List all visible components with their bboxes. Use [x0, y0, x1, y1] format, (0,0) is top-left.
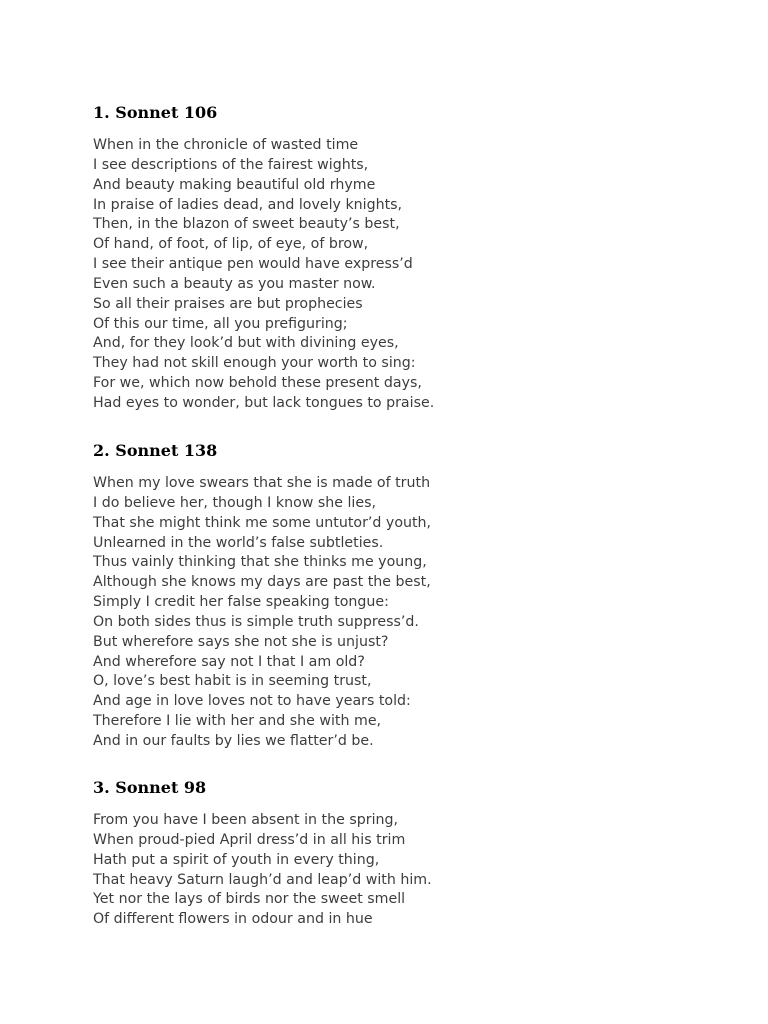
poem-line: Even such a beauty as you master now. — [93, 275, 376, 292]
poem-line: And in our faults by lies we flatter’d be. — [93, 732, 374, 749]
poem-line: That she might think me some untutor’d youth, — [93, 514, 432, 531]
poem-line: Yet nor the lays of birds nor the sweet smell — [93, 891, 406, 908]
poem-line: Although she knows my days are past the best, — [93, 574, 431, 591]
poem-line: When my love swears that she is made of truth — [93, 475, 431, 491]
sonnet-section — [93, 101, 434, 414]
poem-line: When in the chronicle of wasted time — [93, 137, 359, 153]
poem-line: Unlearned in the world’s false subtleties. — [93, 534, 384, 551]
poem-line: From you have I been absent in the spring, — [93, 812, 399, 828]
poem-line: They had not skill enough your worth to sing: — [93, 355, 416, 372]
sonnet-heading: 1. Sonnet 106 — [93, 103, 218, 122]
sonnet-heading: 2. Sonnet 138 — [93, 441, 218, 460]
poem-line: Of different flowers in odour and in hue — [93, 911, 373, 928]
poem-body — [93, 474, 431, 752]
poem-body — [93, 811, 432, 930]
poem-line: Then, in the blazon of sweet beauty’s best, — [93, 216, 400, 233]
poem-line: Simply I credit her false speaking tongue: — [93, 594, 389, 611]
poem-line: Of this our time, all you prefiguring; — [93, 315, 348, 332]
poem-line: Thus vainly thinking that she thinks me young, — [93, 554, 427, 571]
poem-line: I see their antique pen would have express’d — [93, 256, 413, 273]
poem-line: But wherefore says she not she is unjust? — [93, 633, 389, 650]
poem-line: In praise of ladies dead, and lovely knights, — [93, 196, 403, 213]
poem-line: And, for they look’d but with divining eyes, — [93, 335, 399, 352]
poem-line: I do believe her, though I know she lies, — [93, 494, 377, 511]
poem-body — [93, 136, 434, 414]
poem-line: On both sides thus is simple truth suppress’d. — [93, 613, 419, 630]
poem-line: O, love’s best habit is in seeming trust, — [93, 673, 372, 690]
poem-line: And wherefore say not I that I am old? — [93, 653, 365, 670]
poem-line: For we, which now behold these present days, — [93, 375, 422, 392]
poem-line: When proud-pied April dress’d in all his trim — [93, 831, 406, 848]
poem-line: Had eyes to wonder, but lack tongues to praise. — [93, 394, 435, 411]
poem-line: Therefore I lie with her and she with me, — [93, 713, 382, 730]
sonnet-heading: 3. Sonnet 98 — [93, 778, 207, 797]
poem-line: And beauty making beautiful old rhyme — [93, 176, 376, 193]
poem-line: Hath put a spirit of youth in every thing, — [93, 851, 380, 868]
poem-line: So all their praises are but prophecies — [93, 295, 363, 312]
poem-line: That heavy Saturn laugh’d and leap’d with him. — [93, 871, 432, 888]
poem-line: Of hand, of foot, of lip, of eye, of brow, — [93, 236, 369, 253]
poem-line: And age in love loves not to have years told: — [93, 693, 411, 710]
poem-line: I see descriptions of the fairest wights, — [93, 156, 369, 173]
sonnet-section — [93, 439, 431, 752]
sonnet-section — [93, 776, 432, 930]
